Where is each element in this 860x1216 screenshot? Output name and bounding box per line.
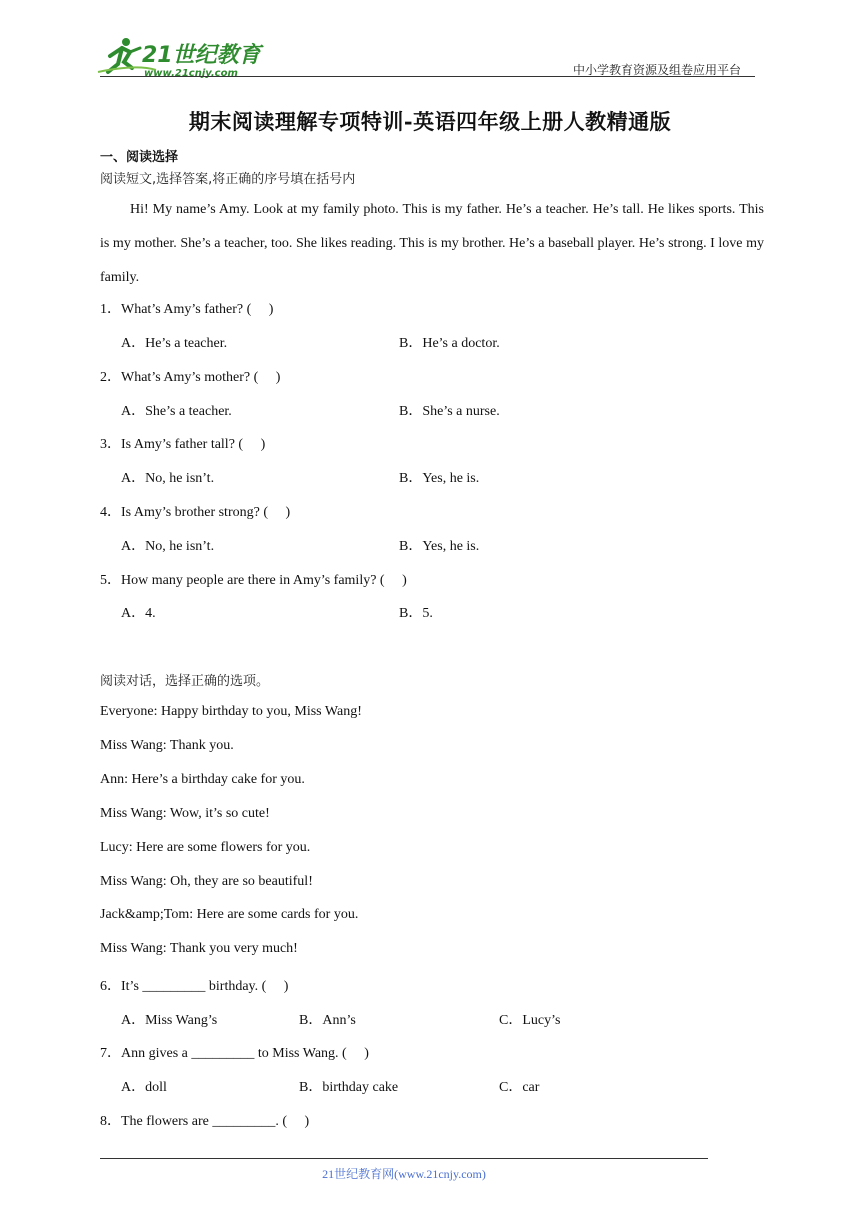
question-7: 7．Ann gives a _________ to Miss Wang. ( ) (100, 1046, 369, 1061)
q6-option-a[interactable]: A．Miss Wang’s (121, 1013, 218, 1028)
dialogue-line: Miss Wang: Oh, they are so beautiful! (100, 874, 313, 889)
header-divider (100, 76, 755, 77)
section-heading: 一、阅读选择 (100, 150, 179, 165)
q4-option-b[interactable]: B．Yes, he is. (399, 539, 480, 554)
q7-option-c[interactable]: C．car (499, 1080, 540, 1095)
reading-passage: Hi! My name’s Amy. Look at my family photo. This is my father. He’s a teacher. He’s tall. He likes sports. This is my mother. She’s a teacher, too. She likes reading. This is my brother. He’s a baseball player. He’s strong. I love my family. (100, 202, 764, 285)
q3-option-b[interactable]: B．Yes, he is. (399, 471, 480, 486)
q7-option-b[interactable]: B．birthday cake (299, 1080, 399, 1095)
question-1: 1．What’s Amy’s father? ( ) (100, 302, 274, 317)
q4-option-a[interactable]: A．No, he isn’t. (121, 539, 215, 554)
question-8: 8．The flowers are _________. ( ) (100, 1114, 310, 1129)
question-4: 4．Is Amy’s brother strong? ( ) (100, 505, 291, 520)
q1-option-a[interactable]: A．He’s a teacher. (121, 336, 228, 351)
dialogue-line: Everyone: Happy birthday to you, Miss Wang! (100, 704, 362, 719)
svg-text:21世纪教育: 21世纪教育 (142, 43, 261, 68)
runner-logo-icon (96, 34, 271, 80)
dialogue-line: Miss Wang: Wow, it’s so cute! (100, 806, 270, 821)
footer-link[interactable]: 21世纪教育网(www.21cnjy.com) (322, 1167, 486, 1181)
q2-option-a[interactable]: A．She’s a teacher. (121, 404, 232, 419)
svg-text:www.21cnjy.com: www.21cnjy.com (144, 68, 238, 79)
dialogue-line: Ann: Here’s a birthday cake for you. (100, 772, 305, 787)
q6-option-b[interactable]: B．Ann’s (299, 1013, 356, 1028)
dialogue-line: Miss Wang: Thank you very much! (100, 941, 298, 956)
footer-divider (100, 1158, 708, 1159)
page-title: 期末阅读理解专项特训-英语四年级上册人教精通版 (188, 109, 672, 134)
platform-name: 中小学教育资源及组卷应用平台 (573, 63, 742, 77)
dialogue-line: Miss Wang: Thank you. (100, 738, 234, 753)
q6-option-c[interactable]: C．Lucy’s (499, 1013, 561, 1028)
q7-option-a[interactable]: A．doll (121, 1080, 167, 1095)
section-instruction: 阅读短文,选择答案,将正确的序号填在括号内 (100, 172, 356, 187)
q3-option-a[interactable]: A．No, he isn’t. (121, 471, 215, 486)
q5-option-a[interactable]: A．4. (121, 606, 156, 621)
dialogue-instruction: 阅读对话，选择正确的选项。 (100, 674, 270, 689)
q5-option-b[interactable]: B．5. (399, 606, 433, 621)
question-2: 2．What’s Amy’s mother? ( ) (100, 370, 281, 385)
site-logo (96, 34, 271, 80)
dialogue-line: Lucy: Here are some flowers for you. (100, 840, 311, 855)
question-3: 3．Is Amy’s father tall? ( ) (100, 437, 266, 452)
question-6: 6．It’s _________ birthday. ( ) (100, 979, 289, 994)
question-5: 5．How many people are there in Amy’s family? ( ) (100, 573, 407, 588)
q1-option-b[interactable]: B．He’s a doctor. (399, 336, 500, 351)
dialogue-line: Jack&amp;Tom: Here are some cards for you. (100, 907, 359, 922)
q2-option-b[interactable]: B．She’s a nurse. (399, 404, 500, 419)
